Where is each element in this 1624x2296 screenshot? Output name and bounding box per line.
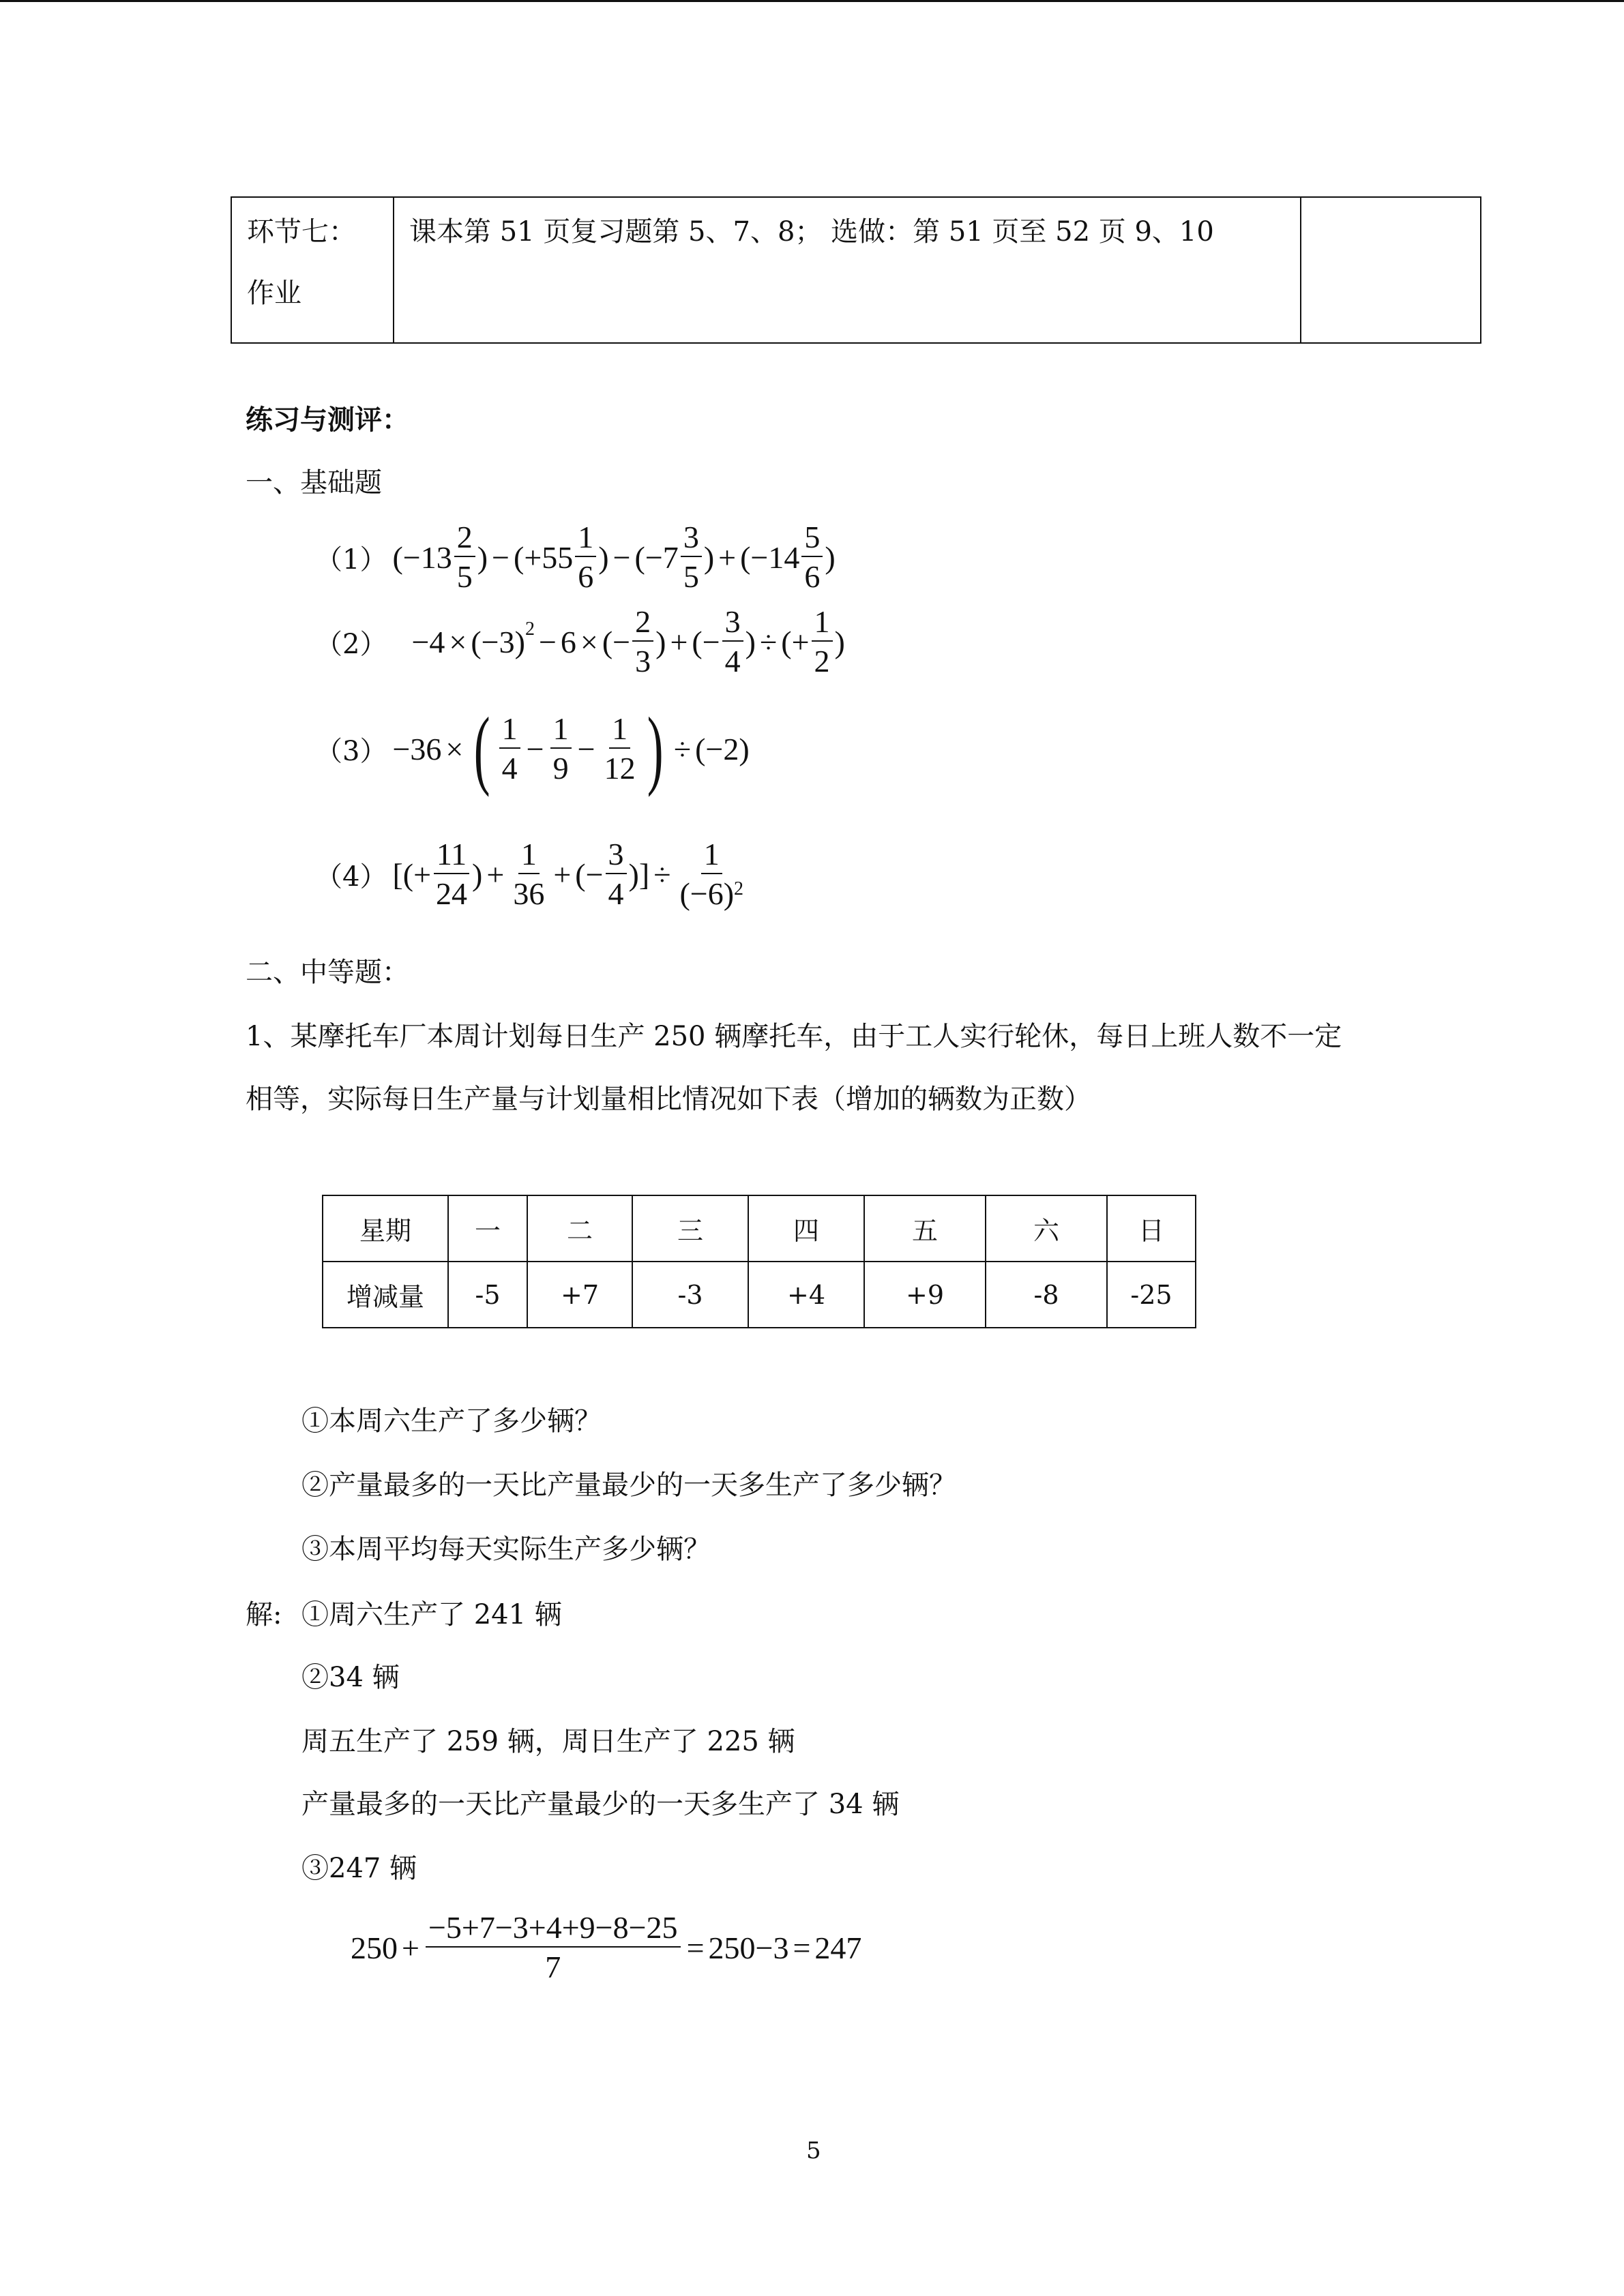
question-line1: 1、某摩托车厂本周计划每日生产 250 辆摩托车，由于工人实行轮休，每日上班人数不一定	[246, 1021, 1342, 1052]
page-number: 5	[806, 2137, 821, 2164]
table-header-row	[323, 1195, 1196, 1262]
table-change-row	[323, 1262, 1196, 1328]
medium-heading: 二、中等题：	[246, 957, 409, 988]
table-header-label: 星期	[323, 1195, 448, 1262]
table-change: +4	[748, 1262, 864, 1328]
problem-3: （3） −36 × ( $\frac{1}{4}$ − $\frac{1}{9}$ − $\frac{1}{12}$ ) ÷ (−2)	[315, 699, 750, 798]
table-change: -8	[986, 1262, 1107, 1328]
section-title: 练习与测评：	[246, 404, 409, 436]
sub-question-3: ③本周平均每天实际生产多少辆？	[301, 1534, 711, 1565]
table-day: 六	[986, 1195, 1107, 1262]
answer-1: ①周六生产了 241 辆	[301, 1599, 562, 1630]
problem-1: （1） (−13 $\frac{2}{5}$ ) − (+55 $\frac{1}{6}$ ) − (−7 $\frac{3}{5}$ ) + (−14 $\frac{5}{6}$ )	[315, 520, 836, 594]
homework-label-cell	[231, 197, 394, 343]
answer-2-conclusion: 产量最多的一天比产量最少的一天多生产了 34 辆	[301, 1789, 900, 1820]
problem-4-label: （4）	[315, 861, 387, 893]
average-formula: 250 + $\frac{-5+7-3+4+9-8-25}{7}$ = 250−3 = 247	[351, 1910, 862, 1984]
answer-3: ③247 辆	[301, 1853, 417, 1884]
table-day: 三	[632, 1195, 748, 1262]
sub-question-1: ①本周六生产了多少辆？	[301, 1405, 602, 1437]
homework-content-cell	[394, 197, 1301, 343]
table-change: +9	[864, 1262, 986, 1328]
problem-2-label: （2）	[315, 628, 387, 660]
homework-table	[231, 196, 1481, 344]
answer-2: ②34 辆	[301, 1662, 400, 1693]
table-change: -5	[448, 1262, 527, 1328]
table-change: -3	[632, 1262, 748, 1328]
table-day: 一	[448, 1195, 527, 1262]
sub-question-2: ②产量最多的一天比产量最少的一天多生产了多少辆？	[301, 1470, 956, 1501]
production-table	[322, 1195, 1196, 1328]
homework-label-line2: 作业	[247, 278, 301, 309]
homework-label-line1: 环节七：	[247, 216, 356, 248]
problem-1-label: （1）	[315, 543, 387, 576]
problem-2: （2） −4 × (−3) 2 − 6 × (− $\frac{2}{3}$ ) + (− $\frac{3}{4}$ ) ÷ (+ $\frac{1}{2}$ )	[315, 604, 845, 679]
basic-heading: 一、基础题	[246, 467, 382, 498]
problem-4: （4） [(+ $\frac{11}{24}$ ) + $\frac{1}{36}$ + (− $\frac{3}{4}$ )] ÷ $\frac{1}{(-6)^2}$	[315, 837, 744, 911]
table-change: -25	[1107, 1262, 1196, 1328]
table-day: 日	[1107, 1195, 1196, 1262]
table-change: +7	[527, 1262, 632, 1328]
answer-2-detail: 周五生产了 259 辆，周日生产了 225 辆	[301, 1726, 795, 1757]
question-line2: 相等，实际每日生产量与计划量相比情况如下表（增加的辆数为正数）	[246, 1084, 1091, 1115]
table-day: 二	[527, 1195, 632, 1262]
homework-content: 课本第 51 页复习题第 5、7、8； 选做：第 51 页至 52 页 9、10	[409, 216, 1214, 248]
table-day: 五	[864, 1195, 986, 1262]
solution-prefix: 解:	[246, 1599, 282, 1630]
homework-note-cell	[1301, 197, 1481, 343]
problem-3-label: （3）	[315, 735, 387, 767]
table-day: 四	[748, 1195, 864, 1262]
table-row-label: 增减量	[323, 1262, 448, 1328]
page-top-border	[0, 0, 1624, 2]
